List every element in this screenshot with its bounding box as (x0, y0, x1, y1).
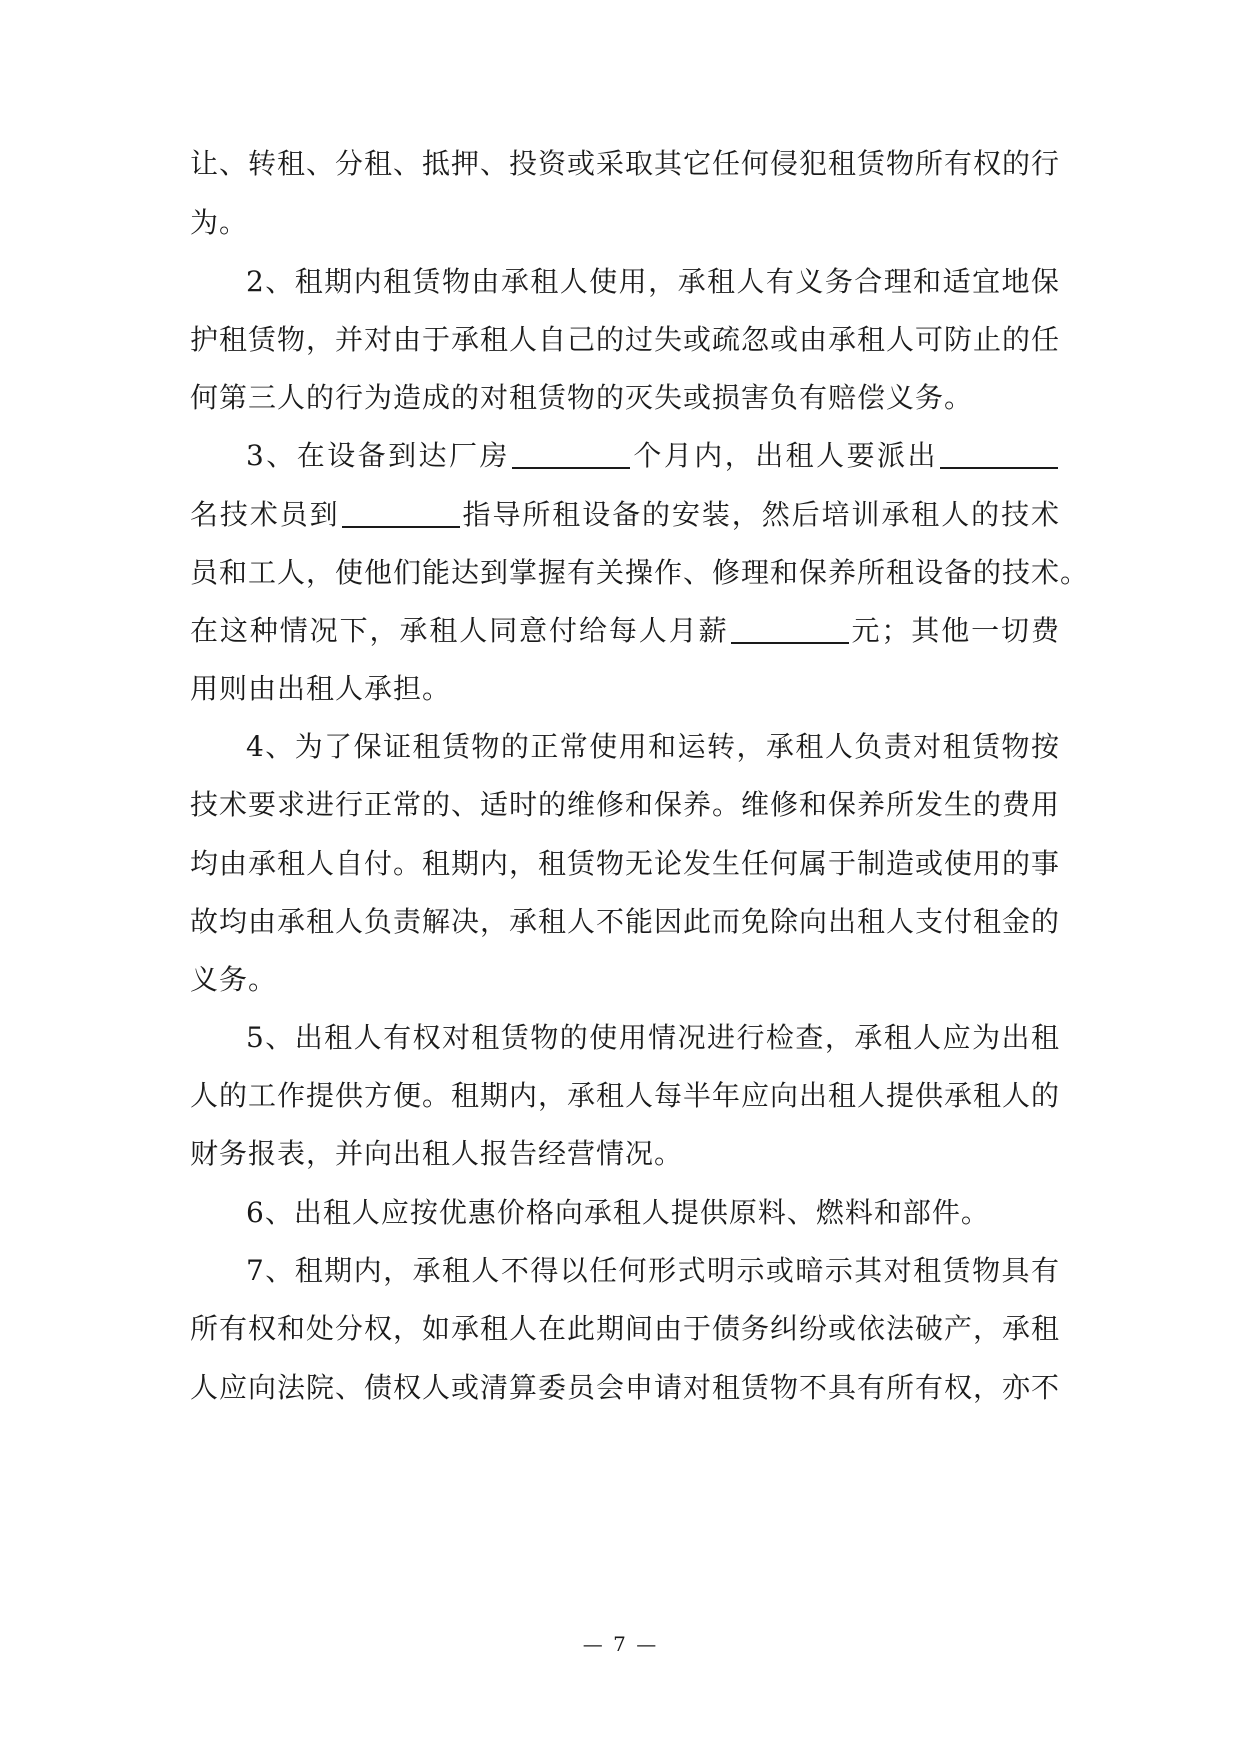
paragraph-line: 技术要求进行正常的、适时的维修和保养。维修和保养所发生的费用 (190, 788, 1061, 821)
fill-in-blank (342, 498, 460, 528)
paragraph-line: 财务报表，并向出租人报告经营情况。 (190, 1137, 684, 1170)
fill-in-blank (512, 439, 630, 469)
paragraph-line: 让、转租、分租、抵押、投资或采取其它任何侵犯租赁物所有权的行 (190, 147, 1061, 180)
paragraph-line: 4、为了保证租赁物的正常使用和运转，承租人负责对租赁物按 (246, 730, 1060, 763)
paragraph-line: 护租赁物，并对由于承租人自己的过失或疏忽或由承租人可防止的任 (190, 323, 1061, 356)
paragraph-line: 所有权和处分权，如承租人在此期间由于债务纠纷或依法破产，承租 (190, 1312, 1061, 1345)
paragraph-line: 均由承租人自付。租期内，租赁物无论发生任何属于制造或使用的事 (190, 847, 1061, 880)
fill-in-blank (940, 439, 1058, 469)
paragraph-line: 人应向法院、债权人或清算委员会申请对租赁物不具有所有权，亦不 (190, 1371, 1061, 1404)
paragraph-line: 人的工作提供方便。租期内，承租人每半年应向出租人提供承租人的 (190, 1079, 1061, 1112)
paragraph-line: 7、租期内，承租人不得以任何形式明示或暗示其对租赁物具有 (246, 1254, 1060, 1287)
paragraph-line: 为。 (190, 206, 249, 239)
fill-in-blank (731, 614, 849, 644)
paragraph-line: 义务。 (190, 963, 278, 996)
paragraph-line: 在这种情况下，承租人同意付给每人月薪 元；其他一切费 (190, 614, 1060, 647)
paragraph-line: 员和工人，使他们能达到掌握有关操作、修理和保养所租设备的技术。 (190, 556, 1090, 589)
paragraph-line: 3、在设备到达厂房 个月内，出租人要派出 (246, 436, 1060, 476)
paragraph-line: 6、出租人应按优惠价格向承租人提供原料、燃料和部件。 (246, 1196, 990, 1229)
paragraph-line: 5、出租人有权对租赁物的使用情况进行检查，承租人应为出租 (246, 1021, 1060, 1054)
paragraph-line: 名技术员到 指导所租设备的安装，然后培训承租人的技术 (190, 498, 1060, 531)
paragraph-line: 何第三人的行为造成的对租赁物的灭失或损害负有赔偿义务。 (190, 381, 974, 414)
page-number: — 7 — (582, 1632, 659, 1656)
paragraph-line: 2、租期内租赁物由承租人使用，承租人有义务合理和适宜地保 (246, 265, 1060, 298)
paragraph-line: 故均由承租人负责解决，承租人不能因此而免除向出租人支付租金的 (190, 905, 1061, 938)
paragraph-line: 用则由出租人承担。 (190, 672, 452, 705)
